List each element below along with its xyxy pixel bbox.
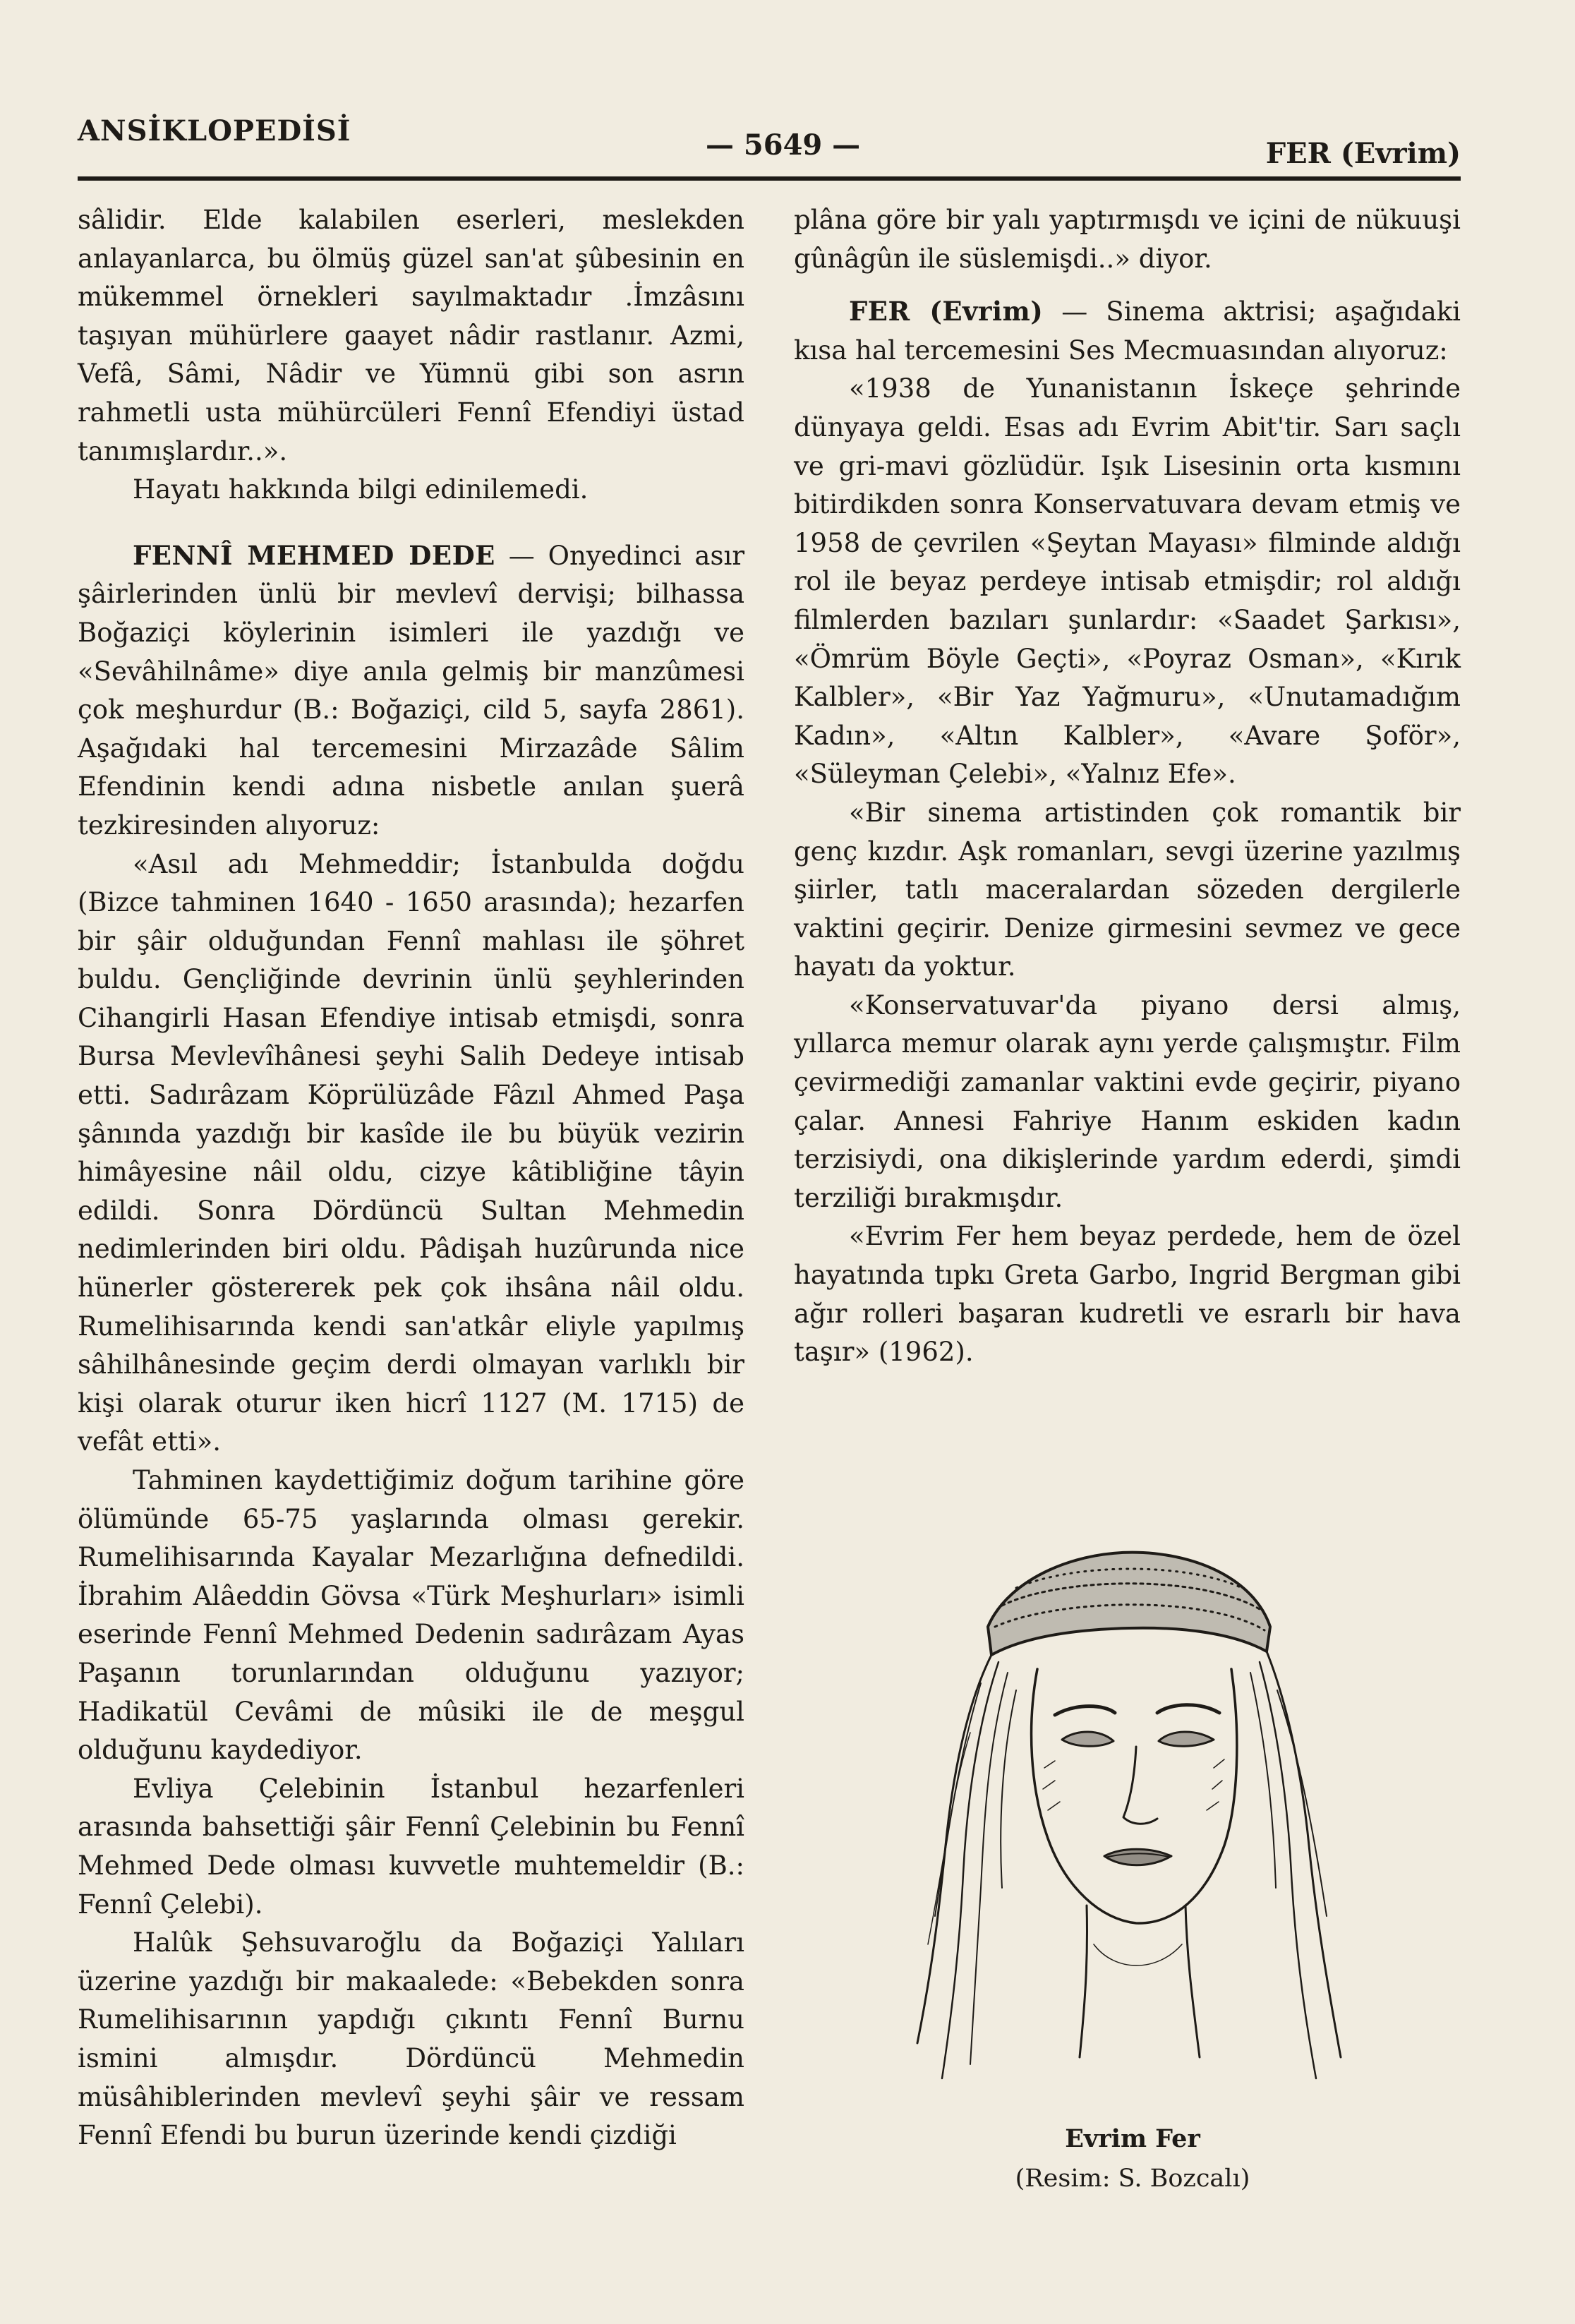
header-rule — [78, 176, 1461, 181]
paragraph: «Bir sinema artistinden çok romantik bir genç kızdır. Aşk romanları, sevgi üzerine yazılmış şiirler, tatlı maceralardan sözeden dergilerle vaktini geçirir. Denize girmesini sevmez ve gece hayatı da yoktur. — [794, 797, 1461, 982]
portrait-caption — [967, 2119, 1298, 2198]
paragraph: «1938 de Yunanistanın İskeçe şehrinde dünyaya geldi. Esas adı Evrim Abit'tir. Sarı saçlı ve gri-mavi gözlüdür. Işık Lisesinin orta kısmını bitirdikden sonra Konservatuvara devam etmiş ve 1958 de çevrilen «Şeytan Mayası» filminde aldığı rol ile beyaz perdeye intisab etmişdir; rol aldığı filmlerden bazıları şunlardır: «Saadet Şarkısı», «Ömrüm Böyle Geçti», «Poyraz Osman», «Kırık Kalbler», «Bir Yaz Yağmuru», «Unutamadığım Kadın», «Altın Kalbler», «Avare Şoför», «Süleyman Çelebi», «Yalnız Efe». — [794, 373, 1461, 790]
paragraph: Hayatı hakkında bilgi edinilemedi. — [133, 474, 589, 505]
paragraph: «Konservatuvar'da piyano dersi almış, yıllarca memur olarak aynı yerde çalışmıştır. Film çevirmediği zamanlar vaktini evde geçirir, piyano çalar. Annesi Fahriye Hanım eskiden kadın terzisiydi, ona dikişlerinde yardım ederdi, şimdi terziliği bırakmışdır. — [794, 989, 1461, 1213]
lips — [1104, 1849, 1171, 1865]
entry-fer-evrim — [794, 292, 1461, 370]
paragraph: plâna göre bir yalı yaptırmışdı ve içini de nükuuşi gûnâgûn ile süslemişdi..» diyor. — [794, 205, 1461, 274]
paragraph: Tahminen kaydettiğimiz doğum tarihine göre ölümünde 65-75 yaşlarında olması gerekir. Rumelihisarında Kayalar Mezarlığına defnedildi. İbrahim Alâeddin Gövsa «Türk Meşhurları» isimli eserinde Fennî Mehmed Dedenin sadırâzam Ayas Paşanın torunlarından olduğunu yazıyor; Hadikatül Cevâmi de mûsiki ile de meşgul olduğunu kaydediyor. — [78, 1465, 744, 1766]
caption-name: Evrim Fer — [1065, 2124, 1200, 2153]
running-head-left: ANSİKLOPEDİSİ — [78, 114, 351, 147]
entry-fenni-mehmed-dede — [78, 536, 744, 845]
portrait-drawing — [903, 1521, 1355, 2093]
entry-headword: FER (Evrim) — [849, 296, 1044, 327]
entry-text: — Onyedinci asır şâirlerinden ünlü bir mevlevî dervişi; bilhassa Boğaziçi köylerinin isimleri ile yazdığı ve «Sevâhilnâme» diye anıla gelmiş bir manzûmesi çok meşhurdur (B.: Boğaziçi, cild 5, sayfa 2861). Aşağıdaki hal tercemesini Mirzazâde Sâlim Efendinin kendi adına nisbetle anılan şuerâ tezkiresinden alıyoruz: — [78, 540, 745, 841]
paragraph: sâlidir. Elde kalabilen eserleri, meslekden anlayanlarca, bu ölmüş güzel san'at şûbesinin en mükemmel örnekleri sayılmaktadır .İmzâsını taşıyan mühürlere gaayet nâdir rastlanır. Azmi, Vefâ, Sâmi, Nâdir ve Yümnü gibi son asrın rahmetli usta mühürcüleri Fennî Efendiyi üstad tanımışlardır..». — [78, 205, 744, 466]
paragraph: «Asıl adı Mehmeddir; İstanbulda doğdu (Bizce tahminen 1640 - 1650 arasında); hezarfen bir şâir olduğundan Fennî mahlası ile şöhret buldu. Gençliğinde devrinin ünlü şeyhlerinden Cihangirli Hasan Efendiye intisab etmişdi, sonra Bursa Mevlevîhânesi şeyhi Salih Dedeye intisab etti. Sadırâzam Köprülüzâde Fâzıl Ahmed Paşa şânında yazdığı bir kasîde ile bu büyük vezirin himâyesine nâil oldu, cizye kâtibliğine tâyin edildi. Sonra Dördüncü Sultan Mehmedin nedimlerinden biri oldu. Pâdişah huzûrunda nice hünerler göstererek pek çok ihsâna nâil oldu. Rumelihisarında kendi san'atkâr eliyle yapılmış sâhilhânesinde geçim derdi olmayan varlıklı bir kişi olarak oturur iken hicrî 1127 (M. 1715) de vefât etti». — [78, 848, 744, 1457]
paragraph: Evliya Çelebinin İstanbul hezarfenleri arasında bahsettiği şâir Fennî Çelebinin bu Fennî Mehmed Dede olması kuvvetle muhtemeldir (B.: Fennî Çelebi). — [78, 1773, 744, 1920]
headscarf — [988, 1553, 1270, 1655]
left-eye — [1062, 1732, 1114, 1746]
page-header — [78, 106, 1461, 173]
entry-headword: FENNÎ MEHMED DEDE — [133, 539, 495, 571]
nose — [1123, 1747, 1157, 1824]
page-number: — 5649 — — [706, 128, 861, 162]
paragraph: «Evrim Fer hem beyaz perdede, hem de özel hayatında tıpkı Greta Garbo, Ingrid Bergman gibi ağır rolleri başaran kudretli ve esrarlı bir hava taşır» (1962). — [794, 1221, 1461, 1368]
neck — [1080, 1905, 1087, 2057]
running-head-right: FER (Evrim) — [1265, 137, 1461, 170]
left-column — [78, 201, 744, 2155]
entry-text: — Sinema aktrisi; aşağıdaki kısa hal tercemesini Ses Mecmuasından alıyoruz: — [794, 296, 1461, 366]
right-column — [794, 201, 1461, 1372]
right-eye — [1159, 1732, 1214, 1746]
paragraph: Halûk Şehsuvaroğlu da Boğaziçi Yalıları üzerine yazdığı bir makaalede: «Bebekden sonra Rumelihisarının yapdığı çıkıntı Fennî Burnu ismini almışdır. Dördüncü Mehmedin müsâhiblerinden mevlevî şeyhi şâir ve ressam Fennî Efendi bu burun üzerinde kendi çizdiği — [78, 1927, 744, 2151]
caption-credit: (Resim: S. Bozcalı) — [1015, 2165, 1250, 2193]
